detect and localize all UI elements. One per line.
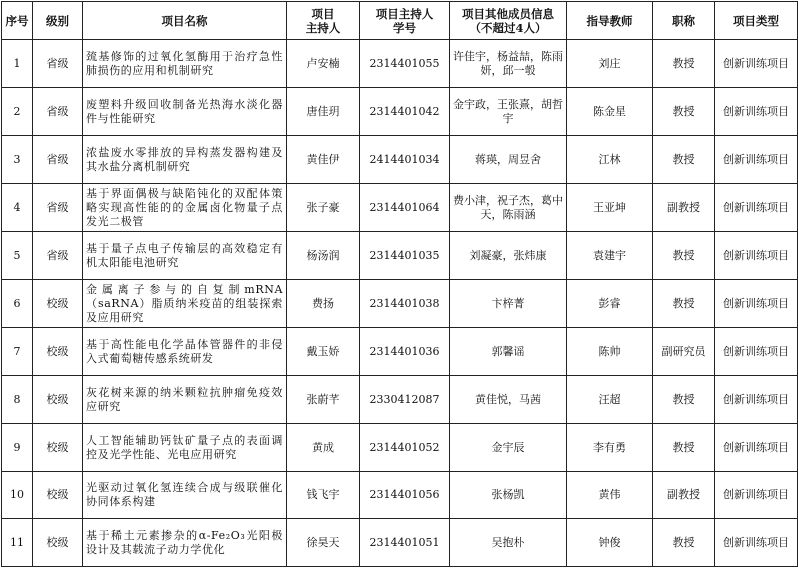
cell-title: 教授 bbox=[653, 280, 715, 328]
cell-advisor: 李有勇 bbox=[567, 424, 653, 472]
cell-type: 创新训练项目 bbox=[715, 472, 798, 519]
col-header-name: 项目名称 bbox=[83, 2, 287, 40]
cell-project-name: 金属离子参与的自复制mRNA（saRNA）脂质纳米疫苗的组装探索及应用研究 bbox=[83, 280, 287, 328]
cell-level: 省级 bbox=[33, 40, 83, 88]
table-row bbox=[2, 328, 798, 376]
table-row bbox=[2, 232, 798, 280]
cell-type: 创新训练项目 bbox=[715, 424, 798, 472]
cell-project-name: 光驱动过氧化氢连续合成与级联催化协同体系构建 bbox=[83, 472, 287, 519]
cell-advisor: 汪超 bbox=[567, 376, 653, 424]
cell-type: 创新训练项目 bbox=[715, 184, 798, 232]
cell-title: 教授 bbox=[653, 519, 715, 567]
project-table bbox=[1, 1, 798, 567]
cell-type: 创新训练项目 bbox=[715, 88, 798, 136]
cell-members: 郭馨谣 bbox=[450, 328, 567, 376]
cell-seq: 5 bbox=[2, 232, 33, 280]
cell-level: 校级 bbox=[33, 519, 83, 567]
cell-project-name: 灰花树来源的纳米颗粒抗肿瘤免疫效应研究 bbox=[83, 376, 287, 424]
cell-leader-id: 2314401056 bbox=[360, 472, 450, 519]
cell-leader: 戴玉娇 bbox=[287, 328, 360, 376]
col-header-leader: 项目 主持人 bbox=[287, 2, 360, 40]
cell-leader-id: 2314401051 bbox=[360, 519, 450, 567]
cell-leader-id: 2314401055 bbox=[360, 40, 450, 88]
cell-title: 副教授 bbox=[653, 472, 715, 519]
cell-project-name: 废塑料升级回收制备光热海水淡化器件与性能研究 bbox=[83, 88, 287, 136]
cell-leader: 张蔚芊 bbox=[287, 376, 360, 424]
cell-type: 创新训练项目 bbox=[715, 328, 798, 376]
cell-leader-id: 2314401052 bbox=[360, 424, 450, 472]
cell-seq: 2 bbox=[2, 88, 33, 136]
cell-seq: 4 bbox=[2, 184, 33, 232]
cell-type: 创新训练项目 bbox=[715, 280, 798, 328]
col-header-members: 项目其他成员信息 （不超过4人） bbox=[450, 2, 567, 40]
cell-advisor: 袁建宇 bbox=[567, 232, 653, 280]
cell-seq: 10 bbox=[2, 472, 33, 519]
table-row bbox=[2, 136, 798, 184]
table-row bbox=[2, 40, 798, 88]
cell-advisor: 王亚坤 bbox=[567, 184, 653, 232]
cell-title: 教授 bbox=[653, 424, 715, 472]
cell-members: 卞梓菁 bbox=[450, 280, 567, 328]
col-header-title: 职称 bbox=[653, 2, 715, 40]
col-header-type: 项目类型 bbox=[715, 2, 798, 40]
cell-project-name: 基于高性能电化学晶体管器件的非侵入式葡萄糖传感系统研发 bbox=[83, 328, 287, 376]
cell-leader: 张子豪 bbox=[287, 184, 360, 232]
cell-seq: 6 bbox=[2, 280, 33, 328]
cell-level: 省级 bbox=[33, 184, 83, 232]
header-row bbox=[2, 2, 798, 40]
cell-leader-id: 2314401064 bbox=[360, 184, 450, 232]
cell-project-name: 人工智能辅助钙钛矿量子点的表面调控及光学性能、光电应用研究 bbox=[83, 424, 287, 472]
cell-leader: 唐佳玥 bbox=[287, 88, 360, 136]
cell-title: 副研究员 bbox=[653, 328, 715, 376]
cell-seq: 11 bbox=[2, 519, 33, 567]
cell-title: 教授 bbox=[653, 88, 715, 136]
cell-advisor: 黄伟 bbox=[567, 472, 653, 519]
cell-seq: 3 bbox=[2, 136, 33, 184]
cell-title: 教授 bbox=[653, 232, 715, 280]
cell-title: 教授 bbox=[653, 376, 715, 424]
cell-leader: 黄佳伊 bbox=[287, 136, 360, 184]
cell-project-name: 基于稀土元素掺杂的α-Fe₂O₃光阳极设计及其载流子动力学优化 bbox=[83, 519, 287, 567]
cell-type: 创新训练项目 bbox=[715, 376, 798, 424]
cell-seq: 1 bbox=[2, 40, 33, 88]
cell-seq: 9 bbox=[2, 424, 33, 472]
cell-members: 许佳宇，杨益喆，陈雨妍，邱一彀 bbox=[450, 40, 567, 88]
cell-members: 费小津，祝子杰，葛中天，陈雨涵 bbox=[450, 184, 567, 232]
cell-project-name: 基于量子点电子传输层的高效稳定有机太阳能电池研究 bbox=[83, 232, 287, 280]
cell-advisor: 江林 bbox=[567, 136, 653, 184]
cell-members: 张杨凯 bbox=[450, 472, 567, 519]
cell-leader: 黄成 bbox=[287, 424, 360, 472]
cell-type: 创新训练项目 bbox=[715, 136, 798, 184]
cell-leader-id: 2330412087 bbox=[360, 376, 450, 424]
cell-level: 校级 bbox=[33, 376, 83, 424]
cell-advisor: 钟俊 bbox=[567, 519, 653, 567]
cell-title: 副教授 bbox=[653, 184, 715, 232]
cell-advisor: 彭睿 bbox=[567, 280, 653, 328]
cell-leader-id: 2414401034 bbox=[360, 136, 450, 184]
cell-leader: 徐昊天 bbox=[287, 519, 360, 567]
cell-leader: 杨汤润 bbox=[287, 232, 360, 280]
cell-level: 校级 bbox=[33, 472, 83, 519]
cell-project-name: 巯基修饰的过氧化氢酶用于治疗急性肺损伤的应用和机制研究 bbox=[83, 40, 287, 88]
cell-members: 黄佳悦，马茜 bbox=[450, 376, 567, 424]
cell-seq: 8 bbox=[2, 376, 33, 424]
cell-type: 创新训练项目 bbox=[715, 40, 798, 88]
cell-level: 省级 bbox=[33, 88, 83, 136]
cell-advisor: 陈帅 bbox=[567, 328, 653, 376]
cell-type: 创新训练项目 bbox=[715, 232, 798, 280]
cell-members: 吴抱朴 bbox=[450, 519, 567, 567]
cell-type: 创新训练项目 bbox=[715, 519, 798, 567]
cell-project-name: 浓盐废水零排放的异构蒸发器构建及其水盐分离机制研究 bbox=[83, 136, 287, 184]
cell-leader-id: 2314401036 bbox=[360, 328, 450, 376]
col-header-seq: 序号 bbox=[2, 2, 33, 40]
cell-members: 金宇政，王张熹，胡哲宇 bbox=[450, 88, 567, 136]
cell-title: 教授 bbox=[653, 136, 715, 184]
cell-project-name: 基于界面偶极与缺陷钝化的双配体策略实现高性能的的金属卤化物量子点发光二极管 bbox=[83, 184, 287, 232]
table-row bbox=[2, 376, 798, 424]
cell-level: 省级 bbox=[33, 136, 83, 184]
cell-level: 省级 bbox=[33, 232, 83, 280]
cell-level: 校级 bbox=[33, 424, 83, 472]
table-row bbox=[2, 424, 798, 472]
cell-members: 刘凝豪，张炜康 bbox=[450, 232, 567, 280]
cell-leader-id: 2314401042 bbox=[360, 88, 450, 136]
cell-leader-id: 2314401035 bbox=[360, 232, 450, 280]
cell-title: 教授 bbox=[653, 40, 715, 88]
col-header-leader-id: 项目主持人 学号 bbox=[360, 2, 450, 40]
cell-level: 校级 bbox=[33, 280, 83, 328]
table-row bbox=[2, 184, 798, 232]
table-row bbox=[2, 88, 798, 136]
cell-leader-id: 2314401038 bbox=[360, 280, 450, 328]
col-header-advisor: 指导教师 bbox=[567, 2, 653, 40]
table-body bbox=[2, 40, 798, 567]
cell-level: 校级 bbox=[33, 328, 83, 376]
cell-members: 蒋瑛，周昱舍 bbox=[450, 136, 567, 184]
cell-members: 金宇辰 bbox=[450, 424, 567, 472]
cell-seq: 7 bbox=[2, 328, 33, 376]
cell-advisor: 陈金星 bbox=[567, 88, 653, 136]
cell-advisor: 刘庄 bbox=[567, 40, 653, 88]
table-row bbox=[2, 280, 798, 328]
col-header-level: 级别 bbox=[33, 2, 83, 40]
table-row bbox=[2, 472, 798, 519]
cell-leader: 费扬 bbox=[287, 280, 360, 328]
cell-leader: 卢安楠 bbox=[287, 40, 360, 88]
table-row bbox=[2, 519, 798, 567]
cell-leader: 钱飞宇 bbox=[287, 472, 360, 519]
